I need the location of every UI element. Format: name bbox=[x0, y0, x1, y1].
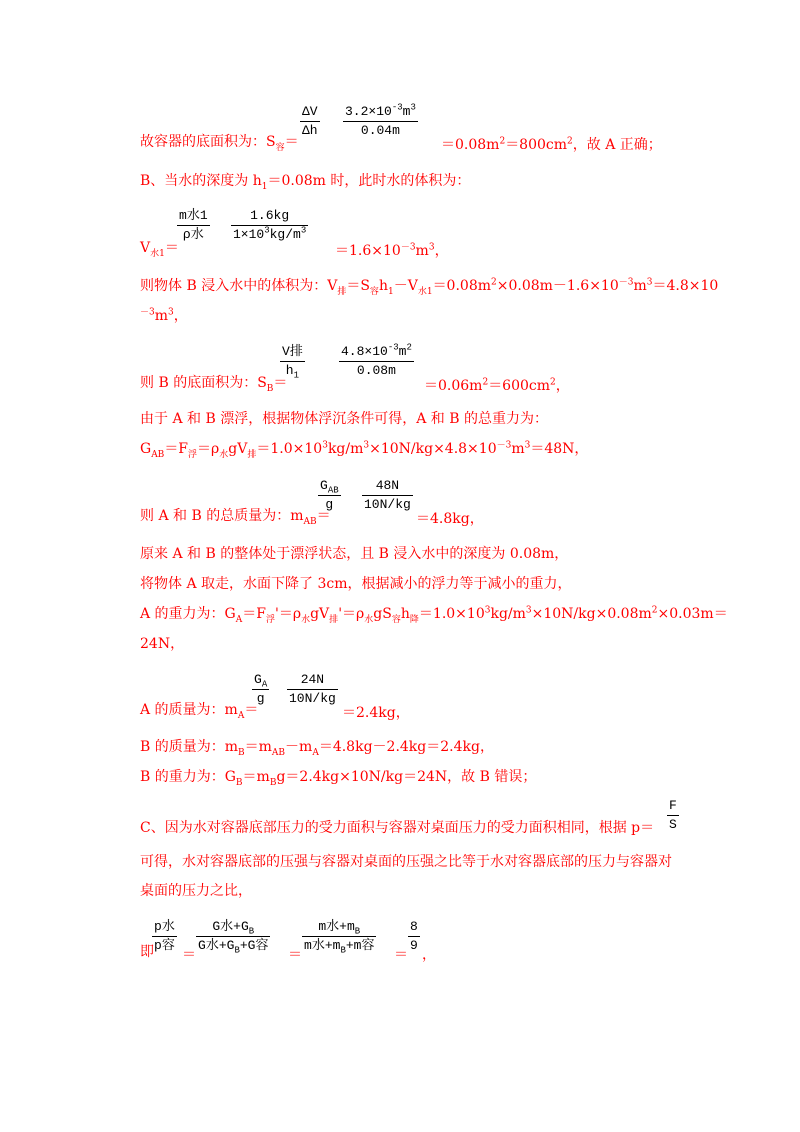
fraction-dv-dh bbox=[300, 104, 320, 139]
line-mass-a: A 的质量为：$m_A=$ bbox=[140, 702, 259, 721]
fraction-mass-density: $\frac{1.6kg}{1\times 10^3kg/m^3}$ bbox=[233, 208, 307, 242]
line-container-area: 故容器的底面积为：$S_容=$ bbox=[140, 134, 299, 153]
line-weight-b: B 的重力为：$G_B=m_Bg=2.4kg\times 10N/kg=24N$，故 B 错误； bbox=[140, 769, 537, 788]
line-displaced-volume: 则物体 B 浸入水中的体积为：$V_排=S_容h_1-V_{水1}=0.08m^2\times 0.08m-1.6\times 10^{-3}m^3=4.8\times 10$ bbox=[140, 277, 719, 297]
fraction-ga-g: $\frac{G_A}{g}$ bbox=[254, 672, 268, 706]
fraction-v-h: V排 $h_1$ bbox=[282, 344, 303, 381]
line-total-mass: 则 A 和 B 的总质量为：$m_{AB}=$ bbox=[140, 508, 331, 527]
line-c-3: 桌面的压力之比， bbox=[140, 883, 252, 899]
fraction-f-s: $\frac{F}{S}$ bbox=[669, 798, 677, 832]
line-water-volume: $V_{水1}=$ bbox=[140, 240, 179, 259]
ratio-eq-3: ＝ bbox=[394, 947, 408, 963]
line-weight-a-cont: 24N， bbox=[140, 636, 185, 652]
fraction-pressure-ratio: p水 p容 bbox=[154, 919, 175, 953]
line-mass-a-result: ＝2.4kg， bbox=[342, 705, 410, 721]
line-original-state: 原来 A 和 B 的整体处于漂浮状态，且 B 浸入水中的深度为 0.08m， bbox=[140, 546, 569, 562]
line-ratio-prefix: 即 bbox=[140, 944, 154, 960]
line-mass-b: B 的质量为：$m_B=m_{AB}-m_A=4.8kg-2.4kg=2.4kg$， bbox=[140, 739, 494, 758]
fraction-48n-g: $\frac{48N}{10N/kg}$ bbox=[364, 478, 411, 512]
line-b-area-result: $=0.06m^2=600cm^2$， bbox=[424, 377, 570, 394]
fraction-gab-g: $G_{AB}$ g bbox=[320, 478, 339, 512]
fraction-weight-ratio: G水$+G_B$ G水$+G_B+G$容 bbox=[198, 919, 269, 956]
ratio-eq-1: ＝ bbox=[182, 947, 196, 963]
ratio-eq-2: ＝ bbox=[288, 947, 302, 963]
fraction-volume-height-b: $\frac{4.8\times 10^{-3}m^2}{0.08m}$ bbox=[341, 342, 412, 378]
line-floating: 由于 A 和 B 漂浮，根据物体浮沉条件可得，A 和 B 的总重力为： bbox=[140, 411, 548, 427]
line-weight-a: A 的重力为：$G_A=F_浮'=\rho_水gV_排'=\rho_水gS_容h_降=1.0\times 10^3kg/m^3\times 10N/kg\times 0.08m^2\times 0.03m=$ bbox=[140, 605, 728, 625]
ratio-post: ， bbox=[422, 947, 436, 963]
line-c-intro: C、因为水对容器底部压力的受力面积与容器对桌面压力的受力面积相同，根据 p＝ bbox=[140, 820, 655, 836]
line-remove-a: 将物体 A 取走，水面下降了 3cm，根据减小的浮力等于减小的重力， bbox=[140, 576, 572, 592]
line-displaced-volume-cont: $^{-3}m^3$， bbox=[140, 307, 188, 324]
line-c-2: 可得，水对容器底部的压强与容器对桌面的压强之比等于水对容器底部的压力与容器对 bbox=[140, 854, 672, 870]
fraction-24n-g: $\frac{24N}{10N/kg}$ bbox=[289, 672, 336, 706]
line-total-weight: $G_{AB}=F_浮=\rho_水gV_排=1.0\times 10^3kg/m^3\times 10N/kg\times 4.8\times 10^{-3}m^3=48N$， bbox=[140, 440, 589, 460]
denominator: Δh bbox=[302, 123, 318, 138]
line-total-mass-result: ＝4.8kg， bbox=[416, 511, 484, 527]
fraction-volume-height: $\frac{3.2\times 10^{-3}m^3}{0.04m}$ bbox=[345, 102, 416, 138]
line-water-volume-result: $=1.6\times 10^{-3}m^3$， bbox=[335, 242, 449, 259]
line-container-area-result: $=0.08m^2=800cm^2$，故 A 正确； bbox=[441, 136, 662, 153]
line-b-area: 则 B 的底面积为：$S_B=$ bbox=[140, 375, 288, 394]
numerator: ΔV bbox=[302, 104, 318, 119]
line-b-intro: B、当水的深度为 $h_1=0.08m$ 时，此时水的体积为： bbox=[140, 173, 471, 192]
fraction-mass-ratio: m水$+m_B$ m水$+m_B+m$容 bbox=[304, 919, 375, 956]
fraction-8-9: $\frac{8}{9}$ bbox=[410, 919, 418, 953]
fraction-m-rho: m水1 ρ水 bbox=[179, 208, 208, 242]
